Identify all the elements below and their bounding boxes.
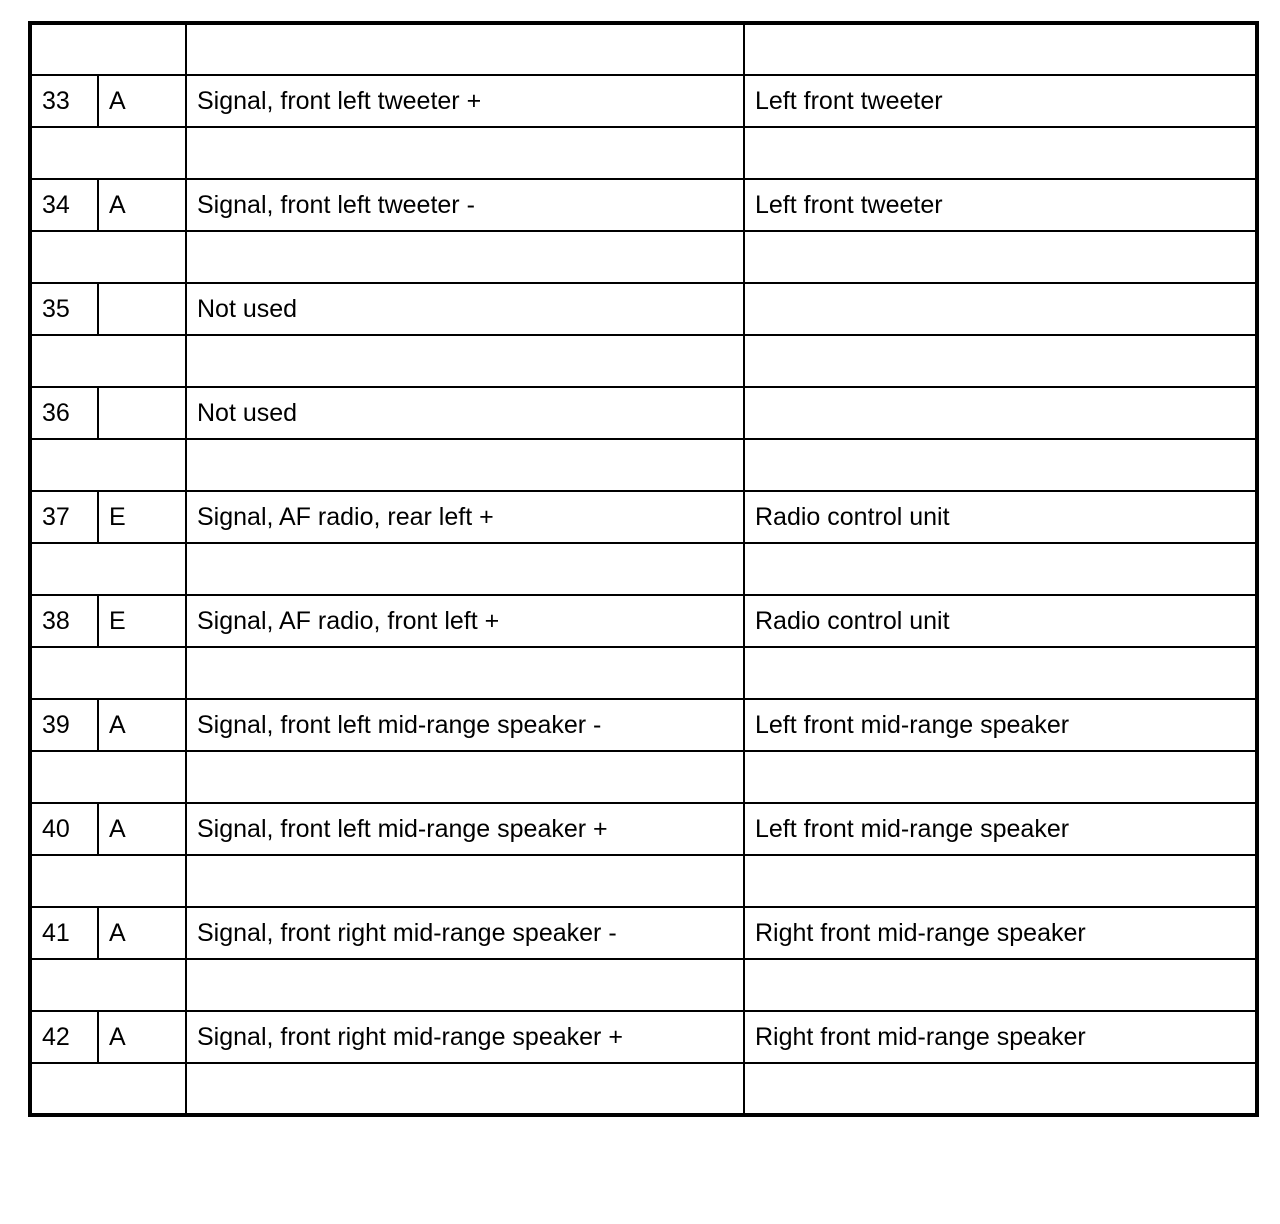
spacer-cell bbox=[744, 647, 1257, 699]
signal-direction-cell: A bbox=[98, 803, 186, 855]
spacer-cell bbox=[186, 231, 744, 283]
spacer-cell bbox=[30, 23, 186, 75]
spacer-cell bbox=[744, 855, 1257, 907]
signal-description-cell: Signal, front right mid-range speaker + bbox=[186, 1011, 744, 1063]
spacer-row bbox=[30, 959, 1257, 1011]
pin-number-cell: 39 bbox=[30, 699, 98, 751]
signal-description-cell: Signal, AF radio, front left + bbox=[186, 595, 744, 647]
spacer-cell bbox=[186, 855, 744, 907]
component-cell: Right front mid-range speaker bbox=[744, 1011, 1257, 1063]
spacer-cell bbox=[186, 959, 744, 1011]
table-row bbox=[30, 179, 1257, 231]
table-row bbox=[30, 595, 1257, 647]
spacer-cell bbox=[744, 23, 1257, 75]
spacer-row bbox=[30, 647, 1257, 699]
spacer-cell bbox=[744, 231, 1257, 283]
signal-description-cell: Signal, front left tweeter - bbox=[186, 179, 744, 231]
table-row bbox=[30, 283, 1257, 335]
component-cell: Left front tweeter bbox=[744, 75, 1257, 127]
spacer-cell bbox=[186, 543, 744, 595]
signal-direction-cell bbox=[98, 283, 186, 335]
table-row bbox=[30, 907, 1257, 959]
spacer-cell bbox=[744, 335, 1257, 387]
component-cell: Radio control unit bbox=[744, 491, 1257, 543]
component-cell: Radio control unit bbox=[744, 595, 1257, 647]
spacer-row bbox=[30, 543, 1257, 595]
signal-direction-cell bbox=[98, 387, 186, 439]
spacer-cell bbox=[30, 335, 186, 387]
table-body bbox=[30, 23, 1257, 1115]
spacer-cell bbox=[30, 127, 186, 179]
signal-direction-cell: A bbox=[98, 179, 186, 231]
table-row bbox=[30, 699, 1257, 751]
spacer-cell bbox=[30, 959, 186, 1011]
spacer-cell bbox=[186, 23, 744, 75]
signal-direction-cell: A bbox=[98, 699, 186, 751]
pin-number-cell: 34 bbox=[30, 179, 98, 231]
table-row bbox=[30, 491, 1257, 543]
pin-number-cell: 33 bbox=[30, 75, 98, 127]
signal-direction-cell: E bbox=[98, 491, 186, 543]
signal-direction-cell: A bbox=[98, 1011, 186, 1063]
pin-number-cell: 38 bbox=[30, 595, 98, 647]
signal-description-cell: Signal, front left mid-range speaker - bbox=[186, 699, 744, 751]
spacer-cell bbox=[186, 751, 744, 803]
spacer-cell bbox=[744, 751, 1257, 803]
table-row bbox=[30, 1011, 1257, 1063]
spacer-cell bbox=[186, 439, 744, 491]
signal-description-cell: Not used bbox=[186, 283, 744, 335]
spacer-cell bbox=[744, 439, 1257, 491]
pin-number-cell: 42 bbox=[30, 1011, 98, 1063]
spacer-row bbox=[30, 751, 1257, 803]
pin-number-cell: 40 bbox=[30, 803, 98, 855]
spacer-row bbox=[30, 335, 1257, 387]
component-cell: Left front tweeter bbox=[744, 179, 1257, 231]
table-row bbox=[30, 387, 1257, 439]
component-cell bbox=[744, 387, 1257, 439]
component-cell: Left front mid-range speaker bbox=[744, 803, 1257, 855]
pin-number-cell: 35 bbox=[30, 283, 98, 335]
signal-description-cell: Not used bbox=[186, 387, 744, 439]
spacer-cell bbox=[186, 647, 744, 699]
spacer-row bbox=[30, 127, 1257, 179]
spacer-row bbox=[30, 1063, 1257, 1115]
spacer-cell bbox=[30, 543, 186, 595]
spacer-cell bbox=[186, 127, 744, 179]
component-cell: Right front mid-range speaker bbox=[744, 907, 1257, 959]
pin-number-cell: 41 bbox=[30, 907, 98, 959]
signal-direction-cell: A bbox=[98, 907, 186, 959]
spacer-row bbox=[30, 231, 1257, 283]
spacer-row bbox=[30, 855, 1257, 907]
pin-number-cell: 36 bbox=[30, 387, 98, 439]
spacer-cell bbox=[30, 751, 186, 803]
spacer-row bbox=[30, 439, 1257, 491]
spacer-cell bbox=[30, 439, 186, 491]
pin-assignment-table bbox=[28, 21, 1259, 1117]
component-cell bbox=[744, 283, 1257, 335]
spacer-cell bbox=[30, 1063, 186, 1115]
signal-direction-cell: A bbox=[98, 75, 186, 127]
signal-description-cell: Signal, front left mid-range speaker + bbox=[186, 803, 744, 855]
spacer-cell bbox=[30, 231, 186, 283]
signal-description-cell: Signal, front right mid-range speaker - bbox=[186, 907, 744, 959]
spacer-cell bbox=[744, 543, 1257, 595]
signal-description-cell: Signal, AF radio, rear left + bbox=[186, 491, 744, 543]
spacer-cell bbox=[744, 1063, 1257, 1115]
signal-description-cell: Signal, front left tweeter + bbox=[186, 75, 744, 127]
spacer-cell bbox=[186, 1063, 744, 1115]
spacer-cell bbox=[744, 959, 1257, 1011]
spacer-cell bbox=[744, 127, 1257, 179]
spacer-row bbox=[30, 23, 1257, 75]
signal-direction-cell: E bbox=[98, 595, 186, 647]
component-cell: Left front mid-range speaker bbox=[744, 699, 1257, 751]
pin-number-cell: 37 bbox=[30, 491, 98, 543]
table-row bbox=[30, 803, 1257, 855]
spacer-cell bbox=[30, 647, 186, 699]
spacer-cell bbox=[30, 855, 186, 907]
table-row bbox=[30, 75, 1257, 127]
spacer-cell bbox=[186, 335, 744, 387]
